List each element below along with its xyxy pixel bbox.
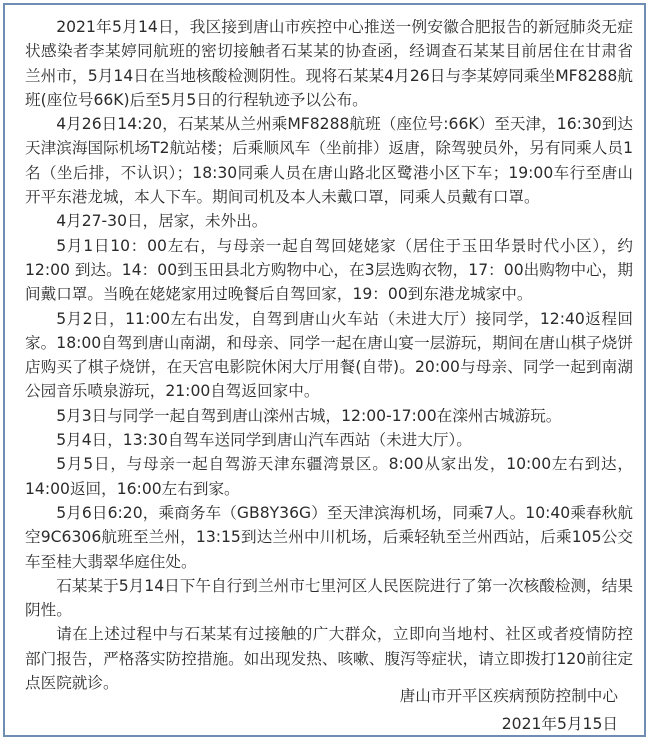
paragraph-may-5: 5月5日，与母亲一起自驾游天津东疆湾景区。8:00从家出发，10:00左右到达，14:00返回，16:00左右到家。 bbox=[25, 455, 633, 498]
paragraph-apr-26: 4月26日14:20，石某某从兰州乘MF8288航班（座位号:66K）至天津，16:30到达天津滨海国际机场T2航站楼；后乘顺风车（坐前排）返唐，除驾驶员外，另有同乘人员1名（坐后排，不认识）；18:30同乘人员在唐山路北区鹭港小区下车；19:00车行至唐山开平东港龙城，本人下车。期间司机及本人未戴口罩，同乘人员戴有口罩。 bbox=[25, 115, 633, 207]
signature-date: 2021年5月15日 bbox=[501, 715, 618, 733]
paragraph-intro: 2021年5月14日，我区接到唐山市疾控中心推送一例安徽合肥报告的新冠肺炎无症状感染者李某婷同航班的密切接触者石某某的协查函，经调查石某某目前居住在甘肃省兰州市，5月14日在当地核酸检测阴性。现将石某某4月26日与李某婷同乘坐MF8288航班(座位号66K)后至5月5日的行程轨迹予以公布。 bbox=[25, 18, 633, 109]
paragraph-may-4: 5月4日，13:30自驾车送同学到唐山汽车西站（未进大厅）。 bbox=[56, 431, 472, 450]
notice-body bbox=[25, 15, 633, 695]
paragraph-may-6: 5月6日6:20，乘商务车（GB8Y36G）至天津滨海机场，同乘7人。10:40乘春秋航空9C6306航班至兰州，13:15到达兰州中川机场，后乘轻轨至兰州西站，后乘105公交车至桂大翡翠华庭住处。 bbox=[25, 503, 633, 571]
signature-organization: 唐山市开平区疾病预防控制中心 bbox=[399, 687, 618, 705]
paragraph-may-1: 5月1日10：00左右，与母亲一起自驾回姥姥家（居住于玉田华景时代小区），约12:00 到达。14：00到玉田县北方购物中心，在3层选购衣物，17：00出购物中心，期间戴口罩。当晚在姥姥家用过晚餐后自驾回家，19：00到东港龙城家中。 bbox=[25, 236, 633, 304]
signature-block bbox=[358, 682, 618, 738]
paragraph-test-result: 石某某于5月14日下午自行到兰州市七里河区人民医院进行了第一次核酸检测，结果阴性。 bbox=[25, 576, 633, 620]
paragraph-may-2: 5月2日，11:00左右出发，自驾到唐山火车站（未进大厅）接同学，12:40返程回家。18:00自驾到唐山南湖，和母亲、同学一起在唐山宴一层游玩，期间在唐山棋子烧饼店购买了棋子烧饼，在天宫电影院休闲大厅用餐(自带)。20:00与母亲、同学一起到南湖公园音乐喷泉游玩，21:00自驾返回家中。 bbox=[25, 309, 633, 401]
paragraph-may-3: 5月3日与同学一起自驾到唐山滦州古城，12:00-17:00在滦州古城游玩。 bbox=[56, 406, 562, 425]
paragraph-apr-27-30: 4月27-30日，居家，未外出。 bbox=[56, 212, 268, 231]
paragraph-public-request: 请在上述过程中与石某某有过接触的广大群众，立即向当地村、社区或者疫情防控部门报告，严格落实防控措施。如出现发热、咳嗽、腹泻等症状，请立即拨打120前往定点医院就诊。 bbox=[25, 625, 633, 693]
notice-frame bbox=[3, 3, 646, 737]
